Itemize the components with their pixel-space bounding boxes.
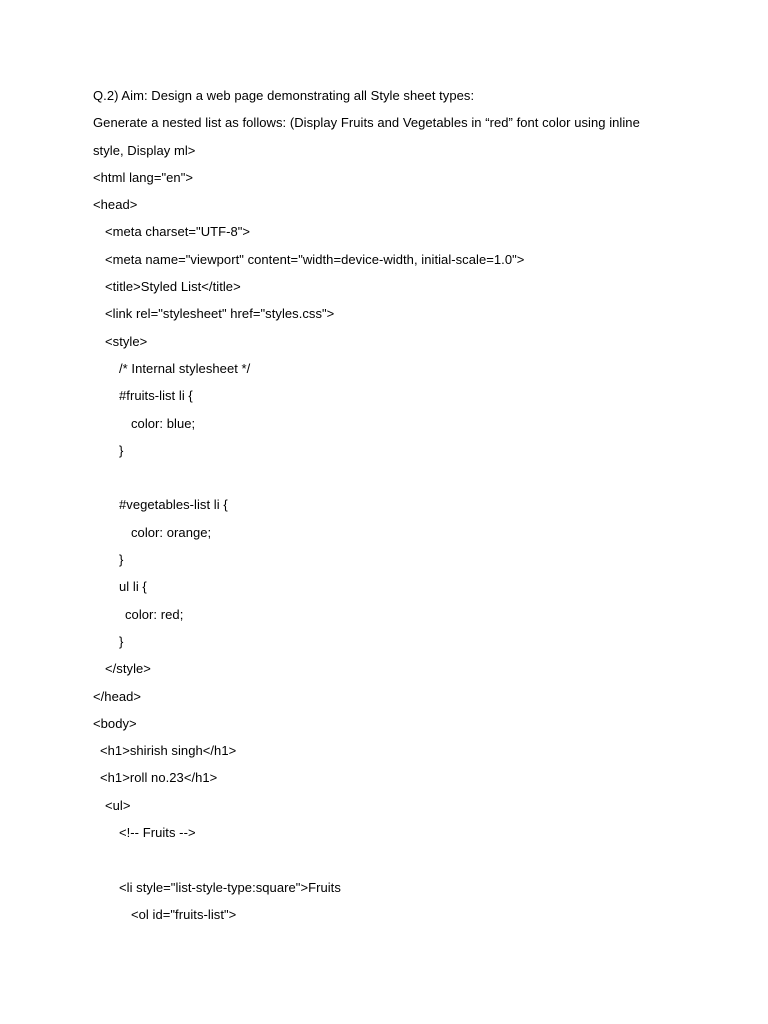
code-line-li-fruits: <li style="list-style-type:square">Fruits — [119, 879, 341, 895]
code-line-style-close: </style> — [105, 661, 151, 677]
code-line-meta-charset: <meta charset="UTF-8"> — [105, 224, 251, 240]
code-line-link-stylesheet: <link rel="stylesheet" href="styles.css"> — [105, 306, 335, 322]
task-description-continued: style, Display ml> — [93, 142, 196, 158]
code-line-meta-viewport: <meta name="viewport" content="width=device-width, initial-scale=1.0"> — [105, 251, 525, 267]
code-line-ul-open: <ul> — [105, 797, 131, 813]
code-line-vegetables-selector: #vegetables-list li { — [119, 497, 228, 513]
question-heading: Q.2) Aim: Design a web page demonstrating all Style sheet types: — [93, 88, 475, 103]
task-description: Generate a nested list as follows: (Display Fruits and Vegetables in “red” font color using inline — [93, 115, 640, 131]
code-line-head-open: <head> — [93, 197, 138, 213]
code-line-color-red: color: red; — [125, 606, 184, 622]
code-line-color-orange: color: orange; — [131, 524, 212, 540]
code-line-comment-internal: /* Internal stylesheet */ — [119, 360, 251, 376]
code-line-style-open: <style> — [105, 333, 148, 349]
code-line-close-brace: } — [119, 552, 124, 568]
document-body — [93, 86, 693, 932]
code-line-fruits-selector: #fruits-list li { — [119, 388, 193, 404]
code-line-h1-name: <h1>shirish singh</h1> — [100, 743, 237, 759]
blank-line — [93, 850, 693, 877]
code-line-html-open: <html lang="en"> — [93, 169, 194, 185]
code-line-body-open: <body> — [93, 715, 137, 731]
code-line-ul-li-selector: ul li { — [119, 579, 147, 595]
code-line-color-blue: color: blue; — [131, 415, 196, 431]
code-line-fruits-comment: <!-- Fruits --> — [119, 825, 196, 841]
code-line-close-brace: } — [119, 633, 124, 649]
blank-line — [93, 468, 693, 495]
code-line-title: <title>Styled List</title> — [105, 279, 241, 295]
code-line-head-close: </head> — [93, 688, 142, 704]
code-line-h1-roll: <h1>roll no.23</h1> — [100, 770, 218, 786]
code-line-ol-fruits-list: <ol id="fruits-list"> — [131, 906, 237, 922]
code-line-close-brace: } — [119, 442, 124, 458]
